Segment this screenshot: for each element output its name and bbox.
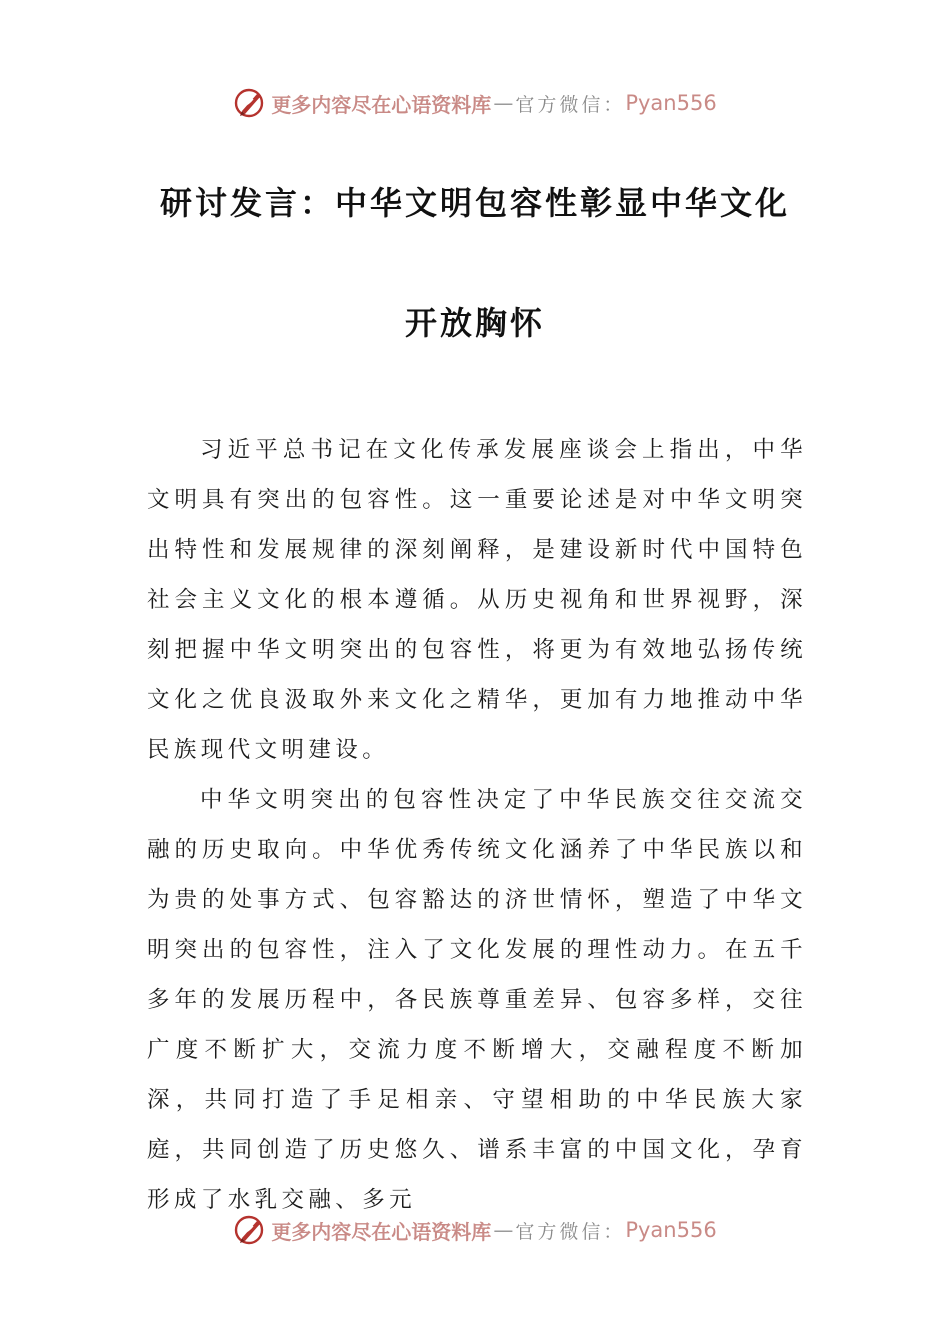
footer-banner [0, 1208, 950, 1252]
header-contact-id: Pyan556 [625, 91, 717, 115]
footer-separator: — [493, 1218, 514, 1242]
document-title-line-2: 开放胸怀 [404, 304, 545, 342]
header-contact-label: 官方微信： [515, 93, 626, 116]
pen-logo-icon [233, 86, 267, 120]
pen-logo-icon [233, 1213, 267, 1247]
footer-contact-id: Pyan556 [625, 1218, 717, 1242]
header-banner [0, 81, 950, 125]
document-title-line-1: 研讨发言：中华文明包容性彰显中华文化 [159, 184, 790, 222]
footer-brand-text: 更多内容尽在心语资料库 [271, 1219, 492, 1244]
document-body [147, 425, 807, 1225]
header-brand-text: 更多内容尽在心语资料库 [271, 92, 492, 117]
footer-contact-label: 官方微信： [515, 1220, 626, 1243]
body-paragraph-1: 习近平总书记在文化传承发展座谈会上指出，中华文明具有突出的包容性。这一重要论述是对中华文明突出特性和发展规律的深刻阐释，是建设新时代中国特色社会主义文化的根本遵循。从历史视角和世界视野，深刻把握中华文明突出的包容性，将更为有效地弘扬传统文化之优良汲取外来文化之精华，更加有力地推动中华民族现代文明建设。 [147, 437, 807, 763]
body-paragraph-2: 中华文明突出的包容性决定了中华民族交往交流交融的历史取向。中华优秀传统文化涵养了中华民族以和为贵的处事方式、包容豁达的济世情怀，塑造了中华文明突出的包容性，注入了文化发展的理性动力。在五千多年的发展历程中，各民族尊重差异、包容多样，交往广度不断扩大，交流力度不断增大，交融程度不断加深，共同打造了手足相亲、守望相助的中华民族大家庭，共同创造了历史悠久、谱系丰富的中国文化，孕育形成了水乳交融、多元 [147, 787, 807, 1213]
header-separator: — [493, 91, 514, 115]
